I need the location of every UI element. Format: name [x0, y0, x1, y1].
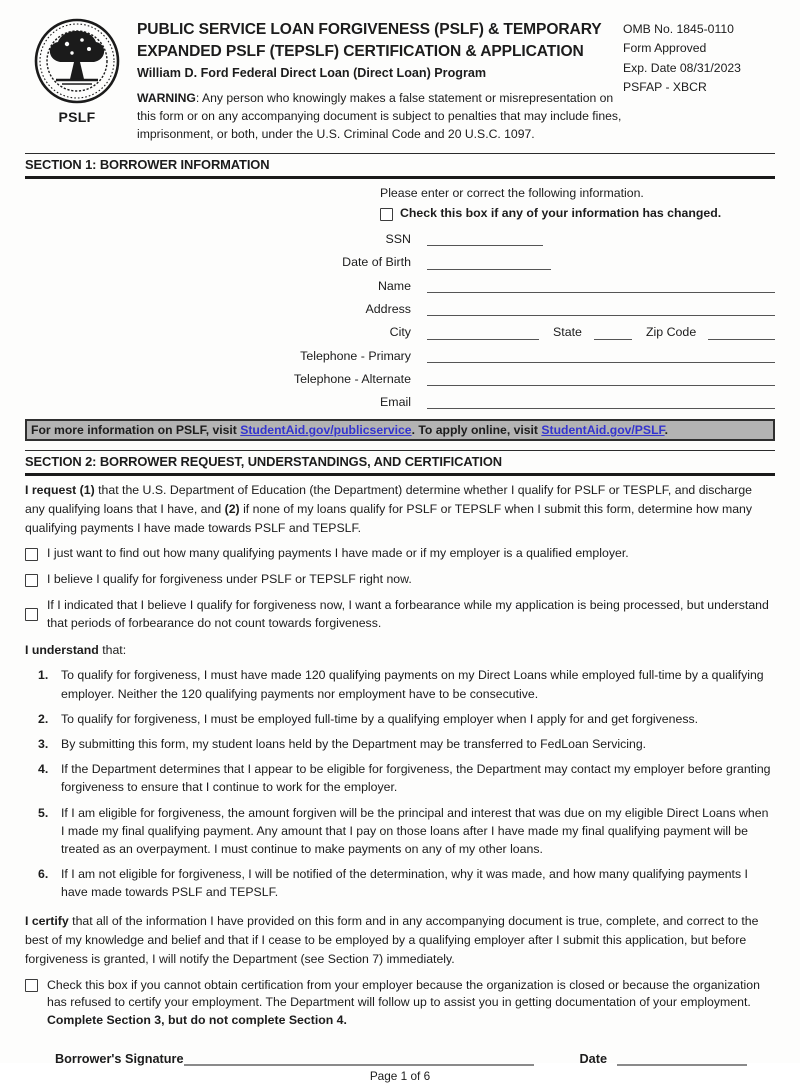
form-approved: Form Approved	[623, 41, 707, 56]
field-row-phone-primary	[25, 349, 775, 363]
address-label: Address	[365, 302, 411, 316]
info-changed-checkbox[interactable]	[380, 208, 393, 221]
phone-primary-input-line[interactable]	[427, 349, 775, 363]
studentaid-pslf-link[interactable]: StudentAid.gov/PSLF	[541, 423, 665, 438]
certify-paragraph: I certify that all of the information I have provided on this form and in any accompanying document is true, complete, and correct to the best of my knowledge and belief and that if I cease to be employed by a qualifying employer after I submit this application, but before forgiveness is granted, I will notify the Department (see Section 7) immediately.	[25, 914, 759, 966]
employer-closed-checkbox-row	[25, 977, 775, 1030]
city-label: City	[389, 325, 411, 340]
info-changed-label: Check this box if any of your information has changed.	[400, 206, 722, 221]
name-label: Name	[377, 278, 411, 293]
name-input-line[interactable]	[427, 279, 775, 293]
field-row-address	[25, 302, 775, 316]
dob-label: Date of Birth	[342, 255, 411, 270]
department-of-education-seal-icon	[34, 18, 120, 104]
believe-qualify-checkbox[interactable]	[25, 574, 38, 587]
ssn-input-line[interactable]	[427, 232, 543, 246]
phone-alternate-input-line[interactable]	[427, 372, 775, 386]
seal-block	[25, 12, 129, 144]
exp-date: Exp. Date 08/31/2023	[623, 60, 741, 75]
form-subtitle: William D. Ford Federal Direct Loan (Direct Loan) Program	[137, 65, 487, 80]
employer-closed-label: Check this box if you cannot obtain certification from your employer because the organization is closed or because the organization has refused to certify your employment. The Department will follow up to assist you in getting documentation of your employment. Complete Section 3, but do not complete Section 4.	[47, 977, 760, 1028]
dob-input-line[interactable]	[427, 256, 551, 270]
forbearance-checkbox[interactable]	[25, 608, 38, 621]
qualifying-payments-checkbox[interactable]	[25, 548, 38, 561]
city-input-line[interactable]	[427, 326, 539, 340]
form-header	[25, 12, 775, 144]
field-row-email	[25, 395, 775, 409]
section2-header: SECTION 2: BORROWER REQUEST, UNDERSTANDINGS, AND CERTIFICATION	[25, 450, 775, 476]
field-row-ssn	[25, 232, 775, 246]
logo-text: PSLF	[58, 109, 96, 125]
studentaid-publicservice-link[interactable]: StudentAid.gov/publicservice	[240, 423, 412, 438]
date-label: Date	[579, 1052, 608, 1066]
email-label: Email	[380, 395, 411, 410]
omb-block	[623, 12, 775, 144]
omb-number: OMB No. 1845-0110	[623, 22, 734, 36]
field-row-city-state-zip	[25, 325, 775, 339]
warning-text: WARNING: Any person who knowingly makes a false statement or misrepresentation on this form or on any accompanying document is subject to penalties that may include fines, imprisonment, or both, under the U.S. Criminal Code and 20 U.S.C. 1097.	[137, 90, 622, 142]
zip-label: Zip Code	[645, 325, 697, 340]
borrower-signature-line[interactable]	[184, 1053, 534, 1066]
forbearance-label: If I indicated that I believe I qualify for forgiveness now, I want a forbearance while my application is being processed, but understand that periods of forbearance do not count towards forgiveness.	[47, 598, 769, 630]
borrower-info-fields	[25, 232, 775, 409]
email-input-line[interactable]	[427, 395, 775, 409]
phone-alternate-label: Telephone - Alternate	[293, 371, 411, 386]
list-item: 5. If I am eligible for forgiveness, the amount forgiven will be the principal and interest that was due on my eligible Direct Loans when I made my final qualifying payment. Any amount that I pay on those loans after I have made my final qualifying payment will be treated as an overpayment. I must continue to make payments on any of my other loans.	[38, 805, 769, 856]
believe-qualify-checkbox-row	[25, 571, 775, 589]
state-label: State	[553, 325, 582, 340]
request-paragraph: I request (1) that the U.S. Department of Education (the Department) determine whether I qualify for PSLF or TESPLF, and discharge any qualifying loans that I have, and (2) if none of my loans qualify for PSLF or TEPSLF when I submit this form, determine how many qualifying payments I have made towards PSLF and TEPSLF.	[25, 483, 753, 535]
section1-intro: Please enter or correct the following information.	[380, 185, 644, 200]
believe-qualify-label: I believe I qualify for forgiveness under PSLF or TEPSLF right now.	[47, 572, 412, 587]
ssn-label: SSN	[385, 232, 411, 247]
list-item: 6. If I am not eligible for forgiveness, I will be notified of the determination, why it was made, and how many qualifying payments I have made towards PSLF and TEPSLF.	[38, 867, 748, 900]
field-row-name	[25, 279, 775, 293]
phone-primary-label: Telephone - Primary	[300, 348, 411, 363]
list-item: 4. If the Department determines that I appear to be eligible for forgiveness, the Department may contact my employer before granting forgiveness to ensure that I continue to work for the employer.	[38, 762, 771, 795]
date-line[interactable]	[617, 1053, 747, 1066]
zip-input-line[interactable]	[708, 326, 775, 340]
field-row-phone-alternate	[25, 372, 775, 386]
form-title: PUBLIC SERVICE LOAN FORGIVENESS (PSLF) & TEMPORARY EXPANDED PSLF (TEPSLF) CERTIFICATION & APPLICATION	[137, 21, 602, 60]
info-bar: For more information on PSLF, visit StudentAid.gov/publicservice. To apply online, visit StudentAid.gov/PSLF.	[25, 419, 775, 441]
understandings-list	[25, 666, 775, 901]
field-row-dob	[25, 255, 775, 269]
list-item: 3. By submitting this form, my student loans held by the Department may be transferred to FedLoan Servicing.	[38, 736, 647, 751]
understand-heading: I understand that:	[25, 642, 127, 657]
borrower-signature-label: Borrower's Signature	[55, 1052, 184, 1066]
page-number: Page 1 of 6	[369, 1069, 431, 1083]
forbearance-checkbox-row	[25, 597, 775, 633]
address-input-line[interactable]	[427, 302, 775, 316]
list-item: 1. To qualify for forgiveness, I must have made 120 qualifying payments on my Direct Loans while employed full-time by a qualifying employer. Neither the 120 qualifying payments nor employment have to be consecutive.	[38, 668, 764, 701]
section1-header: SECTION 1: BORROWER INFORMATION	[25, 153, 775, 179]
employer-closed-checkbox[interactable]	[25, 979, 38, 992]
qualifying-payments-checkbox-row	[25, 545, 775, 563]
signature-row	[55, 1052, 775, 1066]
qualifying-payments-label: I just want to find out how many qualifying payments I have made or if my employer is a qualified employer.	[47, 546, 629, 561]
state-input-line[interactable]	[594, 326, 632, 340]
info-bar-text: For more information on PSLF, visit	[31, 423, 241, 438]
form-code: PSFAP - XBCR	[623, 79, 707, 94]
list-item: 2. To qualify for forgiveness, I must be employed full-time by a qualifying employer when I apply for and get forgiveness.	[38, 711, 699, 726]
